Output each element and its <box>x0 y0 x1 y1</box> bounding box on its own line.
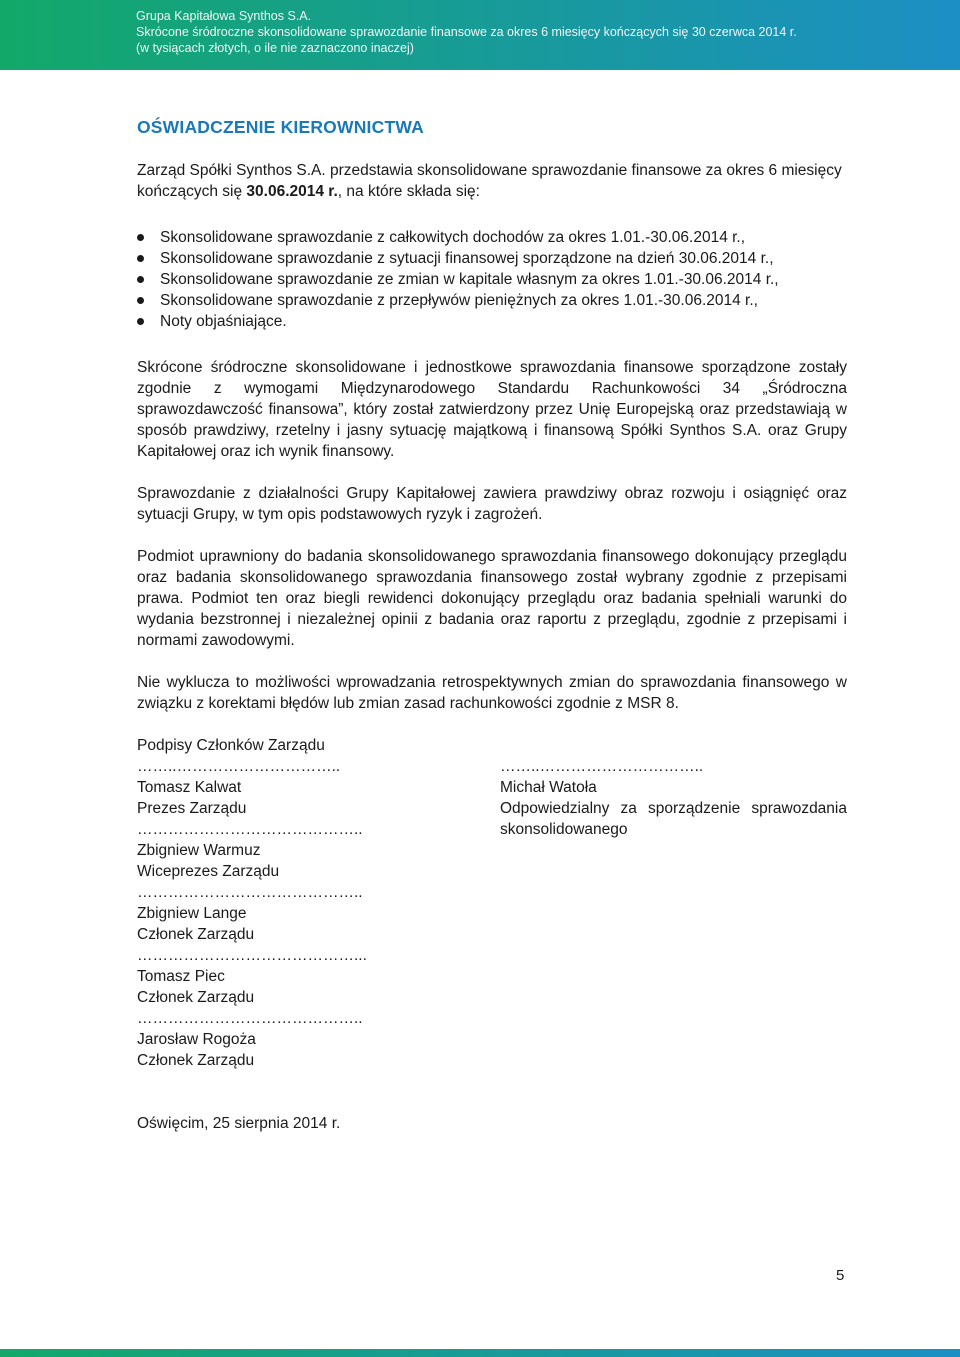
paragraph-activity-report: Sprawozdanie z działalności Grupy Kapitałowej zawiera prawdziwy obraz rozwoju i osiągnięć oraz sytuacji Grupy, w tym opis podstawowych ryzyk i zagrożeń. <box>137 485 847 523</box>
signature-block <box>500 756 847 840</box>
signature-block <box>137 882 457 945</box>
signature-line: ……………………………………... <box>137 947 367 964</box>
intro-text-end: , na które składa się: <box>337 183 480 200</box>
signatory-name: Zbigniew Lange <box>137 905 247 922</box>
signature-line: …………………………………….. <box>137 821 363 838</box>
paragraph-standards: Skrócone śródroczne skonsolidowane i jednostkowe sprawozdania finansowe sporządzone zostały zgodnie z wymogami Międzynarodowego Standardu Rachunkowości 34 „Śródroczna sprawozdawczość finansowa”, który został zatwierdzony przez Unię Europejską oraz przedstawiają w sposób prawdziwy, rzetelny i jasny sytuację majątkową i finansową Spółki Synthos S.A. oraz Grupy Kapitałowej oraz ich wynik finansowy. <box>137 359 847 460</box>
signatory-role: Członek Zarządu <box>137 989 255 1006</box>
signatory-name: Michał Watoła <box>500 779 597 796</box>
header-report-title: Skrócone śródroczne skonsolidowane sprawozdanie finansowe za okres 6 miesięcy kończących się 30 czerwca 2014 r. <box>136 25 797 39</box>
signature-block <box>137 819 457 882</box>
header-units-note: (w tysiącach złotych, o ile nie zaznaczono inaczej) <box>136 41 414 55</box>
signatory-name: Tomasz Kalwat <box>137 779 242 796</box>
signatory-name: Jarosław Rogoża <box>137 1031 256 1048</box>
signatory-name: Zbigniew Warmuz <box>137 842 261 859</box>
signature-block <box>137 945 457 1008</box>
signatory-role: Członek Zarządu <box>137 1052 255 1069</box>
signature-block <box>137 756 457 819</box>
signatory-role: Odpowiedzialny za sporządzenie sprawozdania skonsolidowanego <box>500 800 847 838</box>
signatures-right-column <box>500 756 847 840</box>
place-and-date: Oświęcim, 25 sierpnia 2014 r. <box>137 1115 341 1132</box>
page-footer-band <box>0 1349 960 1357</box>
list-item: Skonsolidowane sprawozdanie z przepływów pieniężnych za okres 1.01.-30.06.2014 r., <box>137 290 857 311</box>
list-item: Skonsolidowane sprawozdanie z sytuacji finansowej sporządzone na dzień 30.06.2014 r., <box>137 248 857 269</box>
intro-paragraph <box>137 160 847 202</box>
signature-line: ……..………………………….. <box>500 758 704 775</box>
signatory-name: Tomasz Piec <box>137 968 225 985</box>
signatory-role: Wiceprezes Zarządu <box>137 863 280 880</box>
signature-line: ……..………………………….. <box>137 758 341 775</box>
list-item: Noty objaśniające. <box>137 311 857 332</box>
statements-list <box>137 227 857 332</box>
page-title: OŚWIADCZENIE KIEROWNICTWA <box>137 117 424 137</box>
page-number: 5 <box>836 1267 845 1284</box>
signature-line: …………………………………….. <box>137 1010 363 1027</box>
signatory-role: Członek Zarządu <box>137 926 255 943</box>
signatory-role: Prezes Zarządu <box>137 800 247 817</box>
paragraph-retrospective: Nie wyklucza to możliwości wprowadzania retrospektywnych zmian do sprawozdania finansowego w związku z korektami błędów lub zmian zasad rachunkowości zgodnie z MSR 8. <box>137 674 847 712</box>
signatures-left-column <box>137 756 457 1071</box>
list-item: Skonsolidowane sprawozdanie ze zmian w kapitale własnym za okres 1.01.-30.06.2014 r., <box>137 269 857 290</box>
intro-date: 30.06.2014 r. <box>246 183 338 200</box>
list-item: Skonsolidowane sprawozdanie z całkowitych dochodów za okres 1.01.-30.06.2014 r., <box>137 227 857 248</box>
signatures-title: Podpisy Członków Zarządu <box>137 737 325 754</box>
signature-block <box>137 1008 457 1071</box>
signature-line: …………………………………….. <box>137 884 363 901</box>
header-company: Grupa Kapitałowa Synthos S.A. <box>136 9 312 23</box>
paragraph-auditor: Podmiot uprawniony do badania skonsolidowanego sprawozdania finansowego dokonujący przeglądu oraz badania skonsolidowanego sprawozdania finansowego został wybrany zgodnie z przepisami prawa. Podmiot ten oraz biegli rewidenci dokonujący przeglądu oraz badania spełniali warunki do wydania bezstronnej i niezależnej opinii z badania oraz raportu z przeglądu, zgodnie z przepisami i normami zawodowymi. <box>137 548 847 649</box>
intro-text-start: Zarząd Spółki Synthos S.A. przedstawia skonsolidowane sprawozdanie finansowe za okres 6 miesięcy kończących się <box>137 162 842 200</box>
page-header-band <box>0 0 960 70</box>
